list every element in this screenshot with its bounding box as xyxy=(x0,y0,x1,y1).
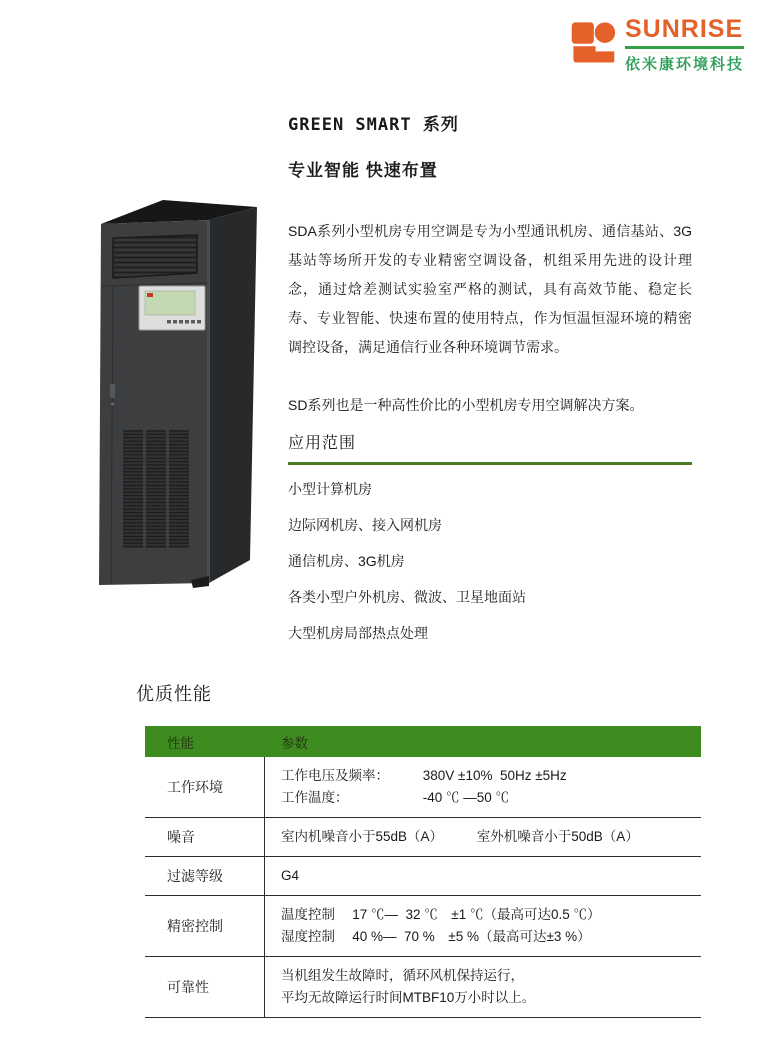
application-list xyxy=(288,471,692,651)
row-value-line: G4 xyxy=(281,868,300,883)
performance-table xyxy=(145,726,701,1018)
application-scope-title: 应用范围 xyxy=(288,435,357,452)
product-image xyxy=(97,194,259,588)
table-header-row xyxy=(145,726,701,757)
intro-paragraph-1: SDA系列小型机房专用空调是专为小型通讯机房、通信基站、3G基站等场所开发的专业精密空调设备，机组采用先进的设计理念，通过焓差测试实验室严格的测试，具有高效节能、稳定长寿、专业智能、快速布置的使用特点，作为恒温恒湿环境的精密调控设备，满足通信行业各种环境调节需求。 xyxy=(288,223,692,355)
application-item: 大型机房局部热点处理 xyxy=(288,625,428,641)
table-row xyxy=(145,857,701,896)
application-scope-section xyxy=(288,430,692,651)
row-value-line: 室内机噪音小于55dB（A） 室外机噪音小于50dB（A） xyxy=(281,829,639,844)
row-values xyxy=(265,857,701,895)
performance-title: 优质性能 xyxy=(136,684,212,704)
tagline: 专业智能 快速布置 xyxy=(288,161,438,180)
row-value-line: 工作电压及频率： 380V ±10% 50Hz ±5Hz xyxy=(281,768,567,783)
brand-logo xyxy=(570,16,744,74)
series-title: GREEN SMART 系列 xyxy=(288,115,459,135)
table-body xyxy=(145,757,701,1018)
row-value-line: 工作温度： -40 ℃ —50 ℃ xyxy=(281,790,510,805)
row-value-line: 湿度控制 40 %— 70 % ±5 %（最高可达±3 %） xyxy=(281,929,591,944)
intro-section xyxy=(288,110,692,449)
row-values xyxy=(265,896,701,956)
application-item: 边际网机房、接入网机房 xyxy=(288,517,442,533)
table-row xyxy=(145,757,701,818)
row-label: 工作环境 xyxy=(145,757,265,817)
brand-subtitle: 依米康环境科技 xyxy=(625,55,745,73)
control-panel xyxy=(139,286,205,330)
table-header-performance: 性能 xyxy=(167,735,194,751)
row-label: 可靠性 xyxy=(145,957,265,1017)
row-values xyxy=(265,957,701,1017)
row-value-line: 当机组发生故障时，循环风机保持运行， xyxy=(281,968,524,983)
row-value-line: 平均无故障运行时间MTBF10万小时以上。 xyxy=(281,990,536,1005)
row-value-line: 温度控制 17 ℃— 32 ℃ ±1 ℃（最高可达0.5 ℃） xyxy=(281,907,601,922)
row-label: 过滤等级 xyxy=(145,857,265,895)
logo-text xyxy=(625,16,744,74)
table-header-parameter: 参数 xyxy=(281,735,308,751)
brand-name: SUNRISE xyxy=(625,15,744,43)
row-label: 噪音 xyxy=(145,818,265,856)
table-row xyxy=(145,818,701,857)
application-item: 通信机房、3G机房 xyxy=(288,553,405,569)
table-row xyxy=(145,896,701,957)
logo-divider xyxy=(625,46,744,49)
sunrise-logo-icon xyxy=(570,16,616,68)
application-item: 小型计算机房 xyxy=(288,481,372,497)
application-item: 各类小型户外机房、微波、卫星地面站 xyxy=(288,589,526,605)
row-values xyxy=(265,757,701,817)
row-label: 精密控制 xyxy=(145,896,265,956)
row-values xyxy=(265,818,701,856)
cabinet-illustration xyxy=(97,194,259,588)
intro-paragraph-2: SD系列也是一种高性价比的小型机房专用空调解决方案。 xyxy=(288,397,644,413)
table-row xyxy=(145,957,701,1018)
section-divider xyxy=(288,462,692,465)
